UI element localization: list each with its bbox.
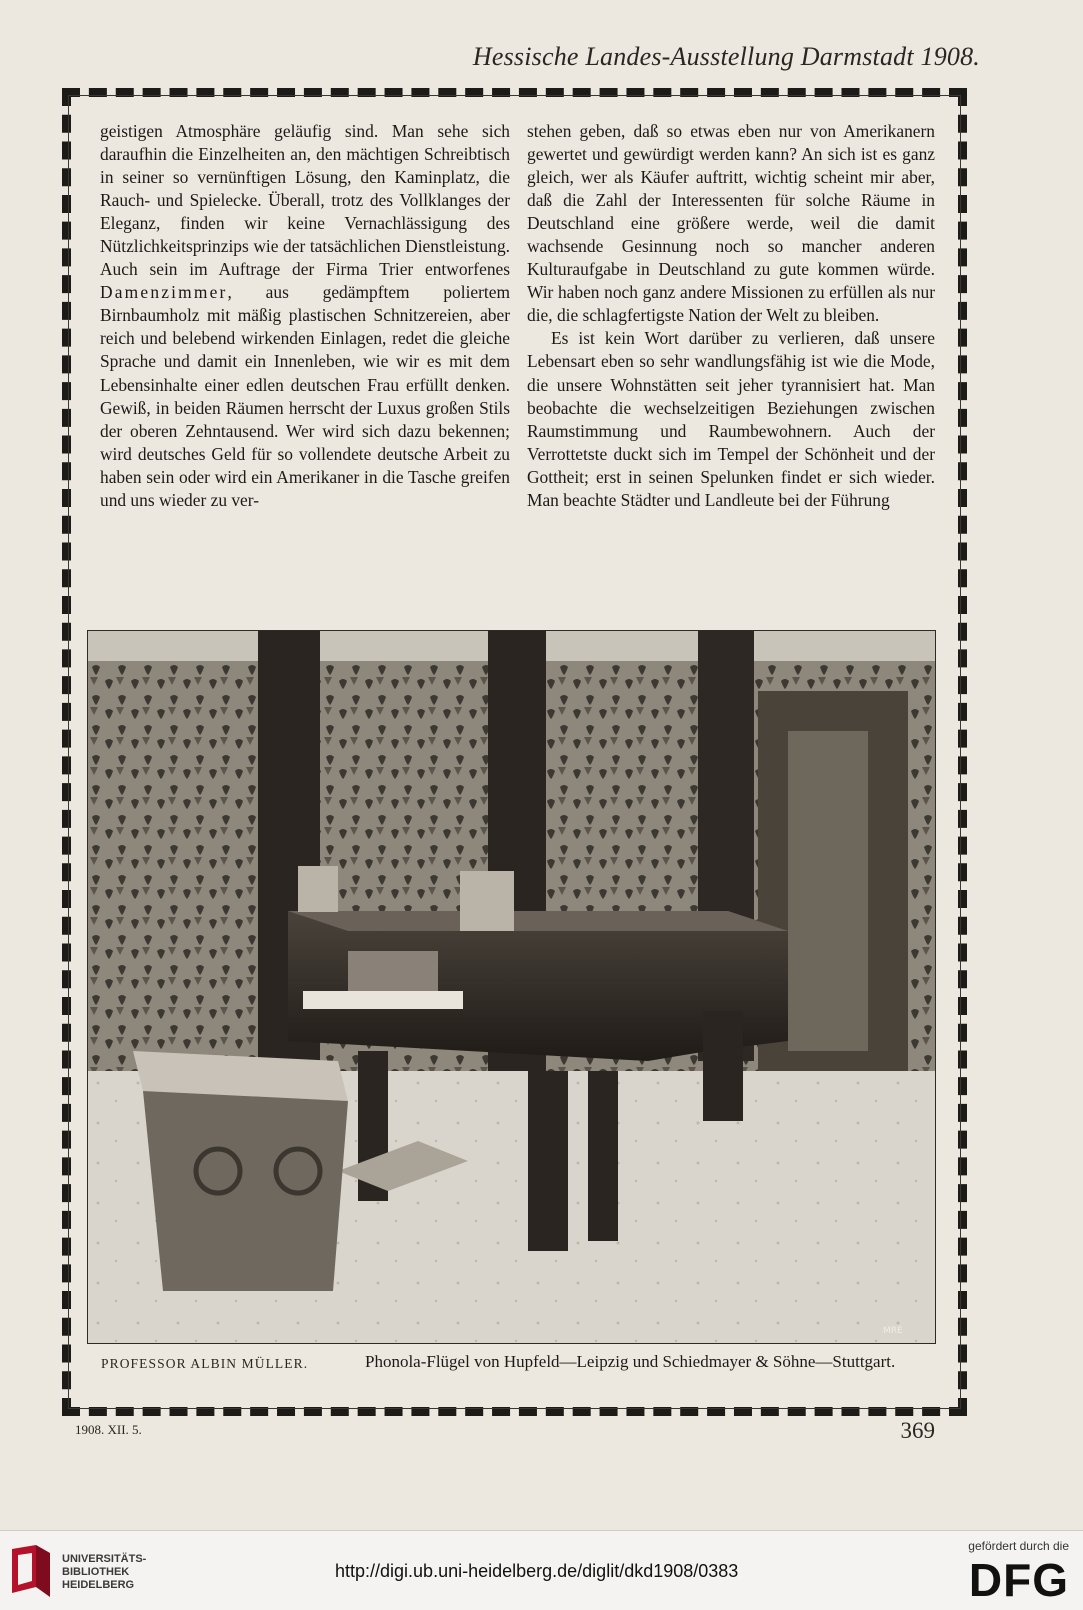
photo-illustration bbox=[88, 631, 935, 1343]
photo-signature: MRE bbox=[883, 1326, 903, 1336]
running-title: Hessische Landes-Ausstellung Darmstadt 1908. bbox=[472, 42, 980, 71]
library-name-line: UNIVERSITÄTS- bbox=[62, 1553, 147, 1565]
issue-mark: 1908. XII. 5. bbox=[75, 1422, 142, 1437]
page-number: 369 bbox=[900, 1418, 935, 1443]
text-column-left bbox=[100, 120, 510, 512]
photo-credit: PROFESSOR ALBIN MÜLLER. bbox=[101, 1356, 309, 1371]
piano-photograph bbox=[87, 630, 936, 1344]
library-name[interactable] bbox=[62, 1553, 146, 1592]
funding-note: gefördert durch die bbox=[968, 1539, 1069, 1553]
university-library-logo-icon[interactable] bbox=[10, 1543, 54, 1599]
library-footer-bar bbox=[0, 1530, 1083, 1610]
library-name-line: BIBLIOTHEK bbox=[62, 1566, 130, 1578]
paragraph-right-2: Es ist kein Wort darüber zu verlieren, daß unsere Lebensart eben so sehr wandlungsfähig ist wie die Mode, die unsere Wohnstätten seit jeher tyrannisiert hat. Man beobachte die wechselzeitigen Beziehungen zwischen Raumstimmung und Raumbewohnern. Auch der Verrottetste duckt sich im Tempel der Schönheit und der Gottheit; erst in seinen Spelunken findet er sich wieder. Man beachte Städter und Landleute bei der Führung bbox=[527, 328, 935, 510]
library-name-line: HEIDELBERG bbox=[62, 1579, 135, 1591]
paragraph-left: geistigen Atmosphäre geläufig sind. Man sehe sich daraufhin die Einzelheiten an, den mächtigen Schreibtisch in seiner so vernünftigen Lösung, den Kaminplatz, die Rauch- und Spielecke. Überall, trotz des Vollklanges der Eleganz, finden wir keine Vernachlässigung des Nützlichkeitsprinzips wie der tatsächlichen Dienstleistung. Auch sein im Auftrage der Firma Trier entworfenes Damenzimmer, aus gedämpftem poliertem Birnbaumholz mit mäßig plastischen Schnitzereien, aber reich und belebend wirkenden Einlagen, redet die gleiche Sprache und damit ein Innenleben, wie wir es mit dem Lebensinhalte einer edlen deutschen Frau erfüllt denken. Gewiß, in beiden Räumen herrscht der Luxus großen Stils der oberen Zehntausend. Wer wird sich dazu bekennen; wird deutsches Geld für so vollendete deutsche Arbeit zu haben sein oder wird ein Amerikaner in die Tasche greifen und uns wieder zu ver- bbox=[100, 121, 510, 510]
text-column-right bbox=[527, 120, 935, 512]
photo-caption: Phonola-Flügel von Hupfeld—Leipzig und Schiedmayer & Söhne—Stuttgart. bbox=[365, 1352, 896, 1371]
dfg-logo[interactable]: DFG bbox=[968, 1554, 1069, 1606]
paragraph-right-1: stehen geben, daß so etwas eben nur von Amerikanern gewertet und gewürdigt werden kann? An sich ist es ganz gleich, wer als Käufer auftritt, wichtig scheint mir aber, daß die Zahl der Interessenten für solche Räume in Deutschland eine größere werde, weil die damit wachsende Gesinnung noch so mancher anderen Kulturaufgabe in Deutschland zu gute kommen würde. Wir haben noch ganz andere Missionen zu erfüllen als nur die, die schlagfertigste Nation der Welt zu bleiben. bbox=[527, 121, 935, 326]
permalink-url[interactable]: http://digi.ub.uni-heidelberg.de/diglit/dkd1908/0383 bbox=[335, 1561, 739, 1581]
spaced-word-damenzimmer: Damenzimmer bbox=[100, 282, 228, 303]
